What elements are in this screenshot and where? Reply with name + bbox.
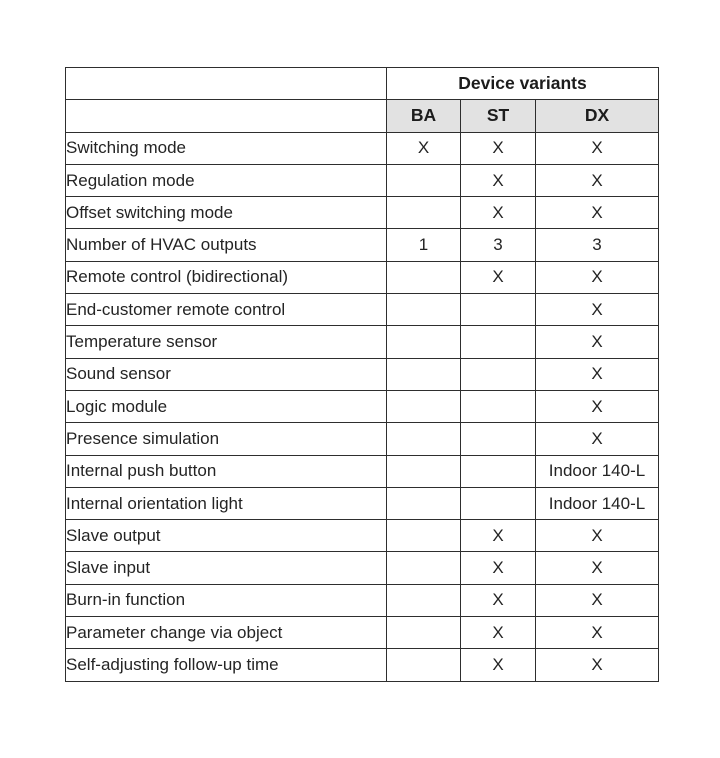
- cell-st: X: [461, 584, 536, 616]
- cell-st: X: [461, 617, 536, 649]
- cell-st: X: [461, 520, 536, 552]
- cell-ba: [387, 261, 461, 293]
- cell-ba: [387, 197, 461, 229]
- cell-ba: [387, 617, 461, 649]
- row-label: Self-adjusting follow-up time: [66, 649, 387, 681]
- table-header-row-title: [66, 68, 659, 100]
- row-label: Presence simulation: [66, 423, 387, 455]
- cell-st: [461, 294, 536, 326]
- cell-ba: [387, 358, 461, 390]
- header-spacer: [66, 100, 387, 132]
- row-label: Offset switching mode: [66, 197, 387, 229]
- table-row: [66, 649, 659, 681]
- row-label: Internal orientation light: [66, 487, 387, 519]
- cell-st: X: [461, 649, 536, 681]
- table-row: [66, 358, 659, 390]
- row-label: Sound sensor: [66, 358, 387, 390]
- cell-dx: X: [536, 520, 659, 552]
- row-label: Switching mode: [66, 132, 387, 164]
- table-row: [66, 552, 659, 584]
- cell-dx: X: [536, 261, 659, 293]
- cell-st: [461, 487, 536, 519]
- row-label: Temperature sensor: [66, 326, 387, 358]
- cell-dx: X: [536, 197, 659, 229]
- cell-ba: [387, 552, 461, 584]
- cell-dx: X: [536, 423, 659, 455]
- table-row: [66, 617, 659, 649]
- table-row: [66, 520, 659, 552]
- row-label: Logic module: [66, 390, 387, 422]
- table-row: [66, 390, 659, 422]
- cell-st: X: [461, 197, 536, 229]
- cell-dx: Indoor 140-L: [536, 455, 659, 487]
- cell-ba: 1: [387, 229, 461, 261]
- row-label: Number of HVAC outputs: [66, 229, 387, 261]
- cell-st: 3: [461, 229, 536, 261]
- row-label: Remote control (bidirectional): [66, 261, 387, 293]
- row-label: Slave output: [66, 520, 387, 552]
- cell-dx: X: [536, 358, 659, 390]
- row-label: Slave input: [66, 552, 387, 584]
- header-spacer: [66, 68, 387, 100]
- table-title: Device variants: [387, 68, 659, 100]
- table-row: [66, 164, 659, 196]
- cell-dx: Indoor 140-L: [536, 487, 659, 519]
- cell-ba: [387, 423, 461, 455]
- cell-dx: X: [536, 164, 659, 196]
- cell-st: [461, 423, 536, 455]
- cell-st: [461, 390, 536, 422]
- cell-st: [461, 358, 536, 390]
- table-row: [66, 132, 659, 164]
- cell-ba: [387, 326, 461, 358]
- cell-ba: [387, 164, 461, 196]
- cell-ba: [387, 584, 461, 616]
- column-header-dx: DX: [536, 100, 659, 132]
- table-row: [66, 197, 659, 229]
- cell-st: X: [461, 132, 536, 164]
- cell-st: X: [461, 261, 536, 293]
- table-row: [66, 584, 659, 616]
- table-row: [66, 487, 659, 519]
- cell-dx: X: [536, 132, 659, 164]
- row-label: Regulation mode: [66, 164, 387, 196]
- table-row: [66, 326, 659, 358]
- cell-ba: [387, 455, 461, 487]
- cell-ba: [387, 649, 461, 681]
- cell-ba: X: [387, 132, 461, 164]
- table-row: [66, 294, 659, 326]
- table-row: [66, 423, 659, 455]
- row-label: End-customer remote control: [66, 294, 387, 326]
- column-header-st: ST: [461, 100, 536, 132]
- cell-dx: X: [536, 326, 659, 358]
- cell-ba: [387, 390, 461, 422]
- cell-st: X: [461, 164, 536, 196]
- cell-ba: [387, 487, 461, 519]
- cell-dx: X: [536, 584, 659, 616]
- row-label: Internal push button: [66, 455, 387, 487]
- table-header-row-columns: [66, 100, 659, 132]
- cell-st: [461, 455, 536, 487]
- row-label: Parameter change via object: [66, 617, 387, 649]
- device-variants-table: [65, 67, 659, 682]
- cell-ba: [387, 520, 461, 552]
- cell-dx: X: [536, 552, 659, 584]
- table-row: [66, 261, 659, 293]
- cell-ba: [387, 294, 461, 326]
- table-row: [66, 455, 659, 487]
- cell-dx: X: [536, 649, 659, 681]
- cell-dx: 3: [536, 229, 659, 261]
- cell-st: [461, 326, 536, 358]
- column-header-ba: BA: [387, 100, 461, 132]
- cell-dx: X: [536, 294, 659, 326]
- cell-dx: X: [536, 390, 659, 422]
- row-label: Burn-in function: [66, 584, 387, 616]
- table-row: [66, 229, 659, 261]
- cell-dx: X: [536, 617, 659, 649]
- cell-st: X: [461, 552, 536, 584]
